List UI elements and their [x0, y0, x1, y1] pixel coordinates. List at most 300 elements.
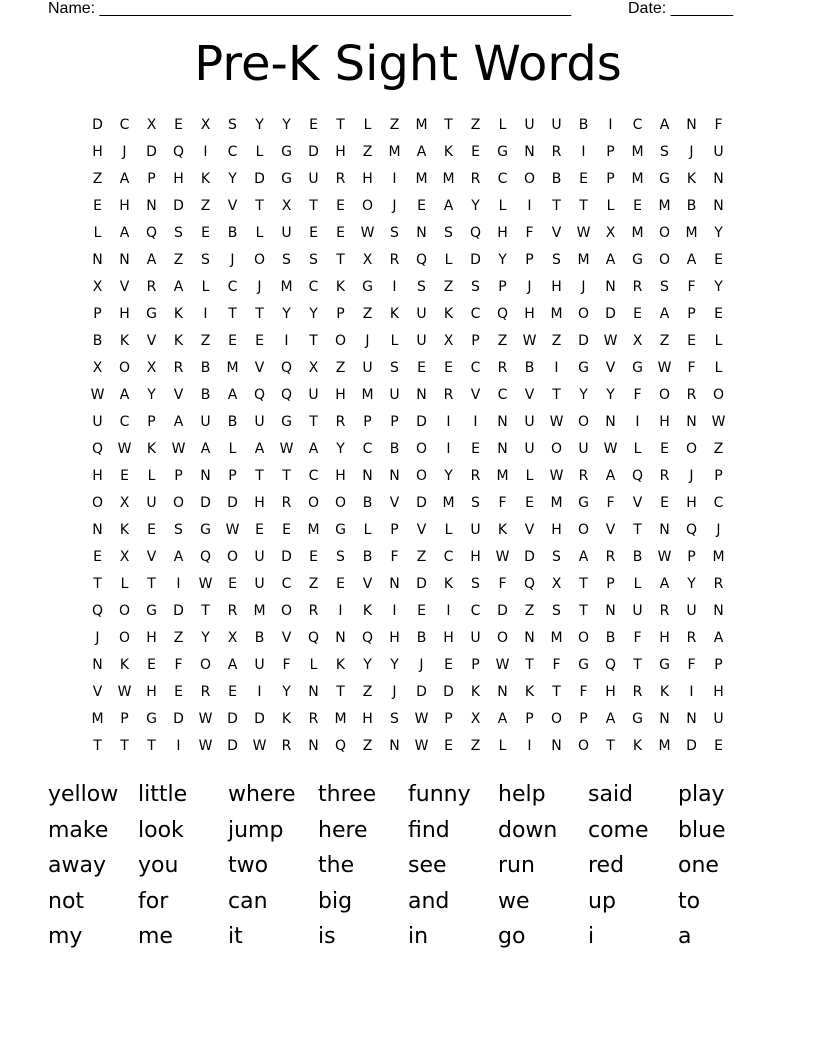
grid-letter[interactable]: G	[335, 522, 346, 538]
grid-letter[interactable]: E	[579, 171, 588, 187]
grid-letter[interactable]: Q	[604, 657, 617, 673]
grid-letter[interactable]: Q	[199, 549, 212, 565]
grid-letter[interactable]: U	[200, 414, 211, 430]
grid-letter[interactable]: Z	[443, 279, 454, 295]
grid-letter[interactable]: K	[281, 711, 292, 727]
grid-letter[interactable]: H	[524, 306, 535, 322]
grid-letter[interactable]: O	[577, 738, 590, 754]
grid-letter[interactable]: E	[93, 198, 102, 214]
grid-letter[interactable]: Q	[307, 630, 320, 646]
grid-letter[interactable]: I	[581, 144, 586, 160]
grid-letter[interactable]: R	[173, 360, 184, 376]
grid-letter[interactable]: O	[496, 630, 509, 646]
grid-letter[interactable]: L	[633, 576, 642, 592]
grid-letter[interactable]: N	[389, 576, 400, 592]
grid-letter[interactable]: N	[524, 630, 535, 646]
grid-letter[interactable]: Y	[606, 387, 615, 403]
grid-letter[interactable]: U	[551, 117, 562, 133]
grid-letter[interactable]: P	[336, 306, 345, 322]
grid-letter[interactable]: W	[252, 738, 267, 754]
grid-letter[interactable]: G	[146, 306, 157, 322]
grid-letter[interactable]: N	[119, 252, 130, 268]
grid-letter[interactable]: E	[255, 333, 264, 349]
grid-letter[interactable]: W	[360, 225, 375, 241]
grid-letter[interactable]: L	[498, 738, 507, 754]
grid-letter[interactable]: H	[119, 306, 130, 322]
grid-letter[interactable]: N	[200, 468, 211, 484]
grid-letter[interactable]: R	[659, 468, 670, 484]
grid-letter[interactable]: K	[335, 657, 346, 673]
grid-letter[interactable]: F	[552, 657, 561, 673]
grid-letter[interactable]: P	[471, 657, 480, 673]
grid-letter[interactable]: L	[444, 522, 453, 538]
grid-letter[interactable]: J	[689, 144, 694, 160]
grid-letter[interactable]: G	[578, 495, 589, 511]
grid-letter[interactable]: F	[390, 549, 399, 565]
grid-letter[interactable]: D	[254, 711, 265, 727]
grid-letter[interactable]: B	[362, 495, 373, 511]
grid-letter[interactable]: O	[658, 252, 671, 268]
grid-letter[interactable]: O	[334, 495, 347, 511]
grid-letter[interactable]: N	[389, 468, 400, 484]
grid-letter[interactable]: S	[201, 252, 210, 268]
grid-letter[interactable]: R	[308, 603, 319, 619]
grid-letter[interactable]: E	[417, 360, 426, 376]
grid-letter[interactable]: W	[90, 387, 105, 403]
grid-letter[interactable]: U	[281, 225, 292, 241]
grid-letter[interactable]: J	[257, 279, 262, 295]
grid-letter[interactable]: N	[659, 522, 670, 538]
grid-letter[interactable]: Y	[444, 468, 453, 484]
grid-letter[interactable]: B	[227, 414, 238, 430]
grid-letter[interactable]: O	[658, 225, 671, 241]
grid-letter[interactable]: V	[362, 576, 373, 592]
grid-letter[interactable]: R	[497, 360, 508, 376]
grid-letter[interactable]: I	[473, 414, 478, 430]
grid-letter[interactable]: E	[471, 441, 480, 457]
grid-letter[interactable]: N	[335, 630, 346, 646]
grid-letter[interactable]: O	[118, 360, 131, 376]
grid-letter[interactable]: A	[443, 198, 454, 214]
grid-letter[interactable]: B	[632, 549, 643, 565]
grid-letter[interactable]: T	[579, 576, 588, 592]
grid-letter[interactable]: I	[392, 603, 397, 619]
grid-letter[interactable]: D	[92, 117, 103, 133]
grid-letter[interactable]: I	[554, 360, 559, 376]
grid-letter[interactable]: N	[605, 279, 616, 295]
grid-letter[interactable]: P	[228, 468, 237, 484]
grid-letter[interactable]: T	[255, 468, 264, 484]
grid-letter[interactable]: R	[308, 711, 319, 727]
grid-letter[interactable]: E	[471, 144, 480, 160]
grid-letter[interactable]: A	[497, 711, 508, 727]
grid-letter[interactable]: Q	[145, 225, 158, 241]
grid-letter[interactable]: G	[497, 144, 508, 160]
grid-letter[interactable]: N	[605, 414, 616, 430]
grid-letter[interactable]: T	[147, 738, 156, 754]
grid-letter[interactable]: R	[632, 279, 643, 295]
grid-letter[interactable]: T	[93, 576, 102, 592]
grid-letter[interactable]: P	[687, 549, 696, 565]
grid-letter[interactable]: G	[281, 414, 292, 430]
grid-letter[interactable]: L	[120, 576, 129, 592]
grid-letter[interactable]: O	[334, 333, 347, 349]
grid-letter[interactable]: J	[95, 630, 100, 646]
grid-letter[interactable]: C	[470, 603, 481, 619]
grid-letter[interactable]: I	[338, 603, 343, 619]
grid-letter[interactable]: M	[658, 738, 671, 754]
grid-letter[interactable]: T	[309, 198, 318, 214]
grid-letter[interactable]: P	[93, 306, 102, 322]
grid-letter[interactable]: I	[284, 333, 289, 349]
grid-letter[interactable]: V	[146, 549, 157, 565]
grid-letter[interactable]: S	[174, 522, 183, 538]
grid-letter[interactable]: D	[146, 144, 157, 160]
grid-letter[interactable]: C	[362, 441, 373, 457]
grid-letter[interactable]: D	[524, 549, 535, 565]
grid-letter[interactable]: N	[497, 684, 508, 700]
grid-letter[interactable]: Q	[91, 441, 104, 457]
grid-letter[interactable]: Y	[579, 387, 588, 403]
grid-letter[interactable]: I	[203, 144, 208, 160]
grid-letter[interactable]: U	[713, 144, 724, 160]
grid-letter[interactable]: E	[525, 495, 534, 511]
grid-letter[interactable]: T	[309, 414, 318, 430]
grid-letter[interactable]: B	[416, 630, 427, 646]
grid-letter[interactable]: U	[524, 117, 535, 133]
grid-letter[interactable]: D	[200, 495, 211, 511]
grid-letter[interactable]: P	[687, 306, 696, 322]
grid-letter[interactable]: Q	[334, 738, 347, 754]
grid-letter[interactable]: R	[335, 414, 346, 430]
grid-letter[interactable]: E	[633, 198, 642, 214]
grid-letter[interactable]: I	[446, 441, 451, 457]
grid-letter[interactable]: N	[497, 414, 508, 430]
grid-letter[interactable]: D	[416, 576, 427, 592]
grid-letter[interactable]: D	[416, 414, 427, 430]
grid-letter[interactable]: Z	[92, 171, 103, 187]
grid-letter[interactable]: R	[578, 468, 589, 484]
grid-letter[interactable]: Z	[335, 360, 346, 376]
grid-letter[interactable]: K	[524, 684, 535, 700]
grid-letter[interactable]: M	[361, 387, 374, 403]
grid-letter[interactable]: H	[659, 630, 670, 646]
grid-letter[interactable]: S	[660, 279, 669, 295]
grid-letter[interactable]: W	[198, 711, 213, 727]
grid-letter[interactable]: E	[444, 657, 453, 673]
grid-letter[interactable]: T	[336, 684, 345, 700]
grid-letter[interactable]: H	[146, 684, 157, 700]
grid-letter[interactable]: I	[635, 414, 640, 430]
grid-letter[interactable]: P	[471, 333, 480, 349]
grid-letter[interactable]: W	[657, 360, 672, 376]
grid-letter[interactable]: M	[685, 225, 698, 241]
grid-letter[interactable]: Y	[687, 576, 696, 592]
grid-letter[interactable]: N	[713, 171, 724, 187]
grid-letter[interactable]: W	[495, 549, 510, 565]
grid-letter[interactable]: X	[119, 549, 130, 565]
grid-letter[interactable]: N	[362, 468, 373, 484]
grid-letter[interactable]: G	[632, 252, 643, 268]
grid-letter[interactable]: E	[444, 360, 453, 376]
grid-letter[interactable]: N	[92, 252, 103, 268]
grid-letter[interactable]: E	[309, 549, 318, 565]
grid-letter[interactable]: O	[415, 441, 428, 457]
grid-letter[interactable]: E	[228, 333, 237, 349]
grid-letter[interactable]: Q	[685, 522, 698, 538]
grid-letter[interactable]: E	[417, 198, 426, 214]
grid-letter[interactable]: P	[714, 468, 723, 484]
grid-letter[interactable]: S	[471, 495, 480, 511]
grid-letter[interactable]: G	[200, 522, 211, 538]
grid-letter[interactable]: C	[308, 279, 319, 295]
grid-letter[interactable]: Y	[228, 171, 237, 187]
grid-letter[interactable]: O	[172, 495, 185, 511]
grid-letter[interactable]: C	[497, 387, 508, 403]
grid-letter[interactable]: R	[335, 171, 346, 187]
grid-letter[interactable]: U	[524, 441, 535, 457]
grid-letter[interactable]: U	[146, 495, 157, 511]
grid-letter[interactable]: W	[549, 414, 564, 430]
grid-letter[interactable]: B	[551, 171, 562, 187]
grid-letter[interactable]: O	[577, 630, 590, 646]
grid-letter[interactable]: E	[309, 117, 318, 133]
grid-letter[interactable]: J	[392, 684, 397, 700]
grid-letter[interactable]: X	[281, 198, 292, 214]
grid-letter[interactable]: A	[119, 171, 130, 187]
grid-letter[interactable]: W	[171, 441, 186, 457]
grid-letter[interactable]: U	[308, 171, 319, 187]
grid-letter[interactable]: V	[173, 387, 184, 403]
grid-letter[interactable]: P	[120, 711, 129, 727]
grid-letter[interactable]: D	[173, 711, 184, 727]
grid-letter[interactable]: G	[659, 171, 670, 187]
grid-letter[interactable]: D	[605, 306, 616, 322]
grid-letter[interactable]: N	[416, 387, 427, 403]
grid-letter[interactable]: O	[361, 198, 374, 214]
grid-letter[interactable]: T	[525, 657, 534, 673]
grid-letter[interactable]: E	[309, 225, 318, 241]
grid-letter[interactable]: E	[201, 225, 210, 241]
grid-letter[interactable]: K	[335, 279, 346, 295]
grid-letter[interactable]: L	[147, 468, 156, 484]
grid-letter[interactable]: X	[92, 360, 103, 376]
grid-letter[interactable]: I	[257, 684, 262, 700]
grid-letter[interactable]: A	[659, 576, 670, 592]
grid-letter[interactable]: E	[93, 549, 102, 565]
grid-letter[interactable]: X	[308, 360, 319, 376]
grid-letter[interactable]: M	[577, 252, 590, 268]
grid-letter[interactable]: T	[633, 522, 642, 538]
grid-letter[interactable]: P	[606, 576, 615, 592]
grid-letter[interactable]: N	[92, 657, 103, 673]
grid-letter[interactable]: Q	[172, 144, 185, 160]
grid-letter[interactable]: S	[552, 252, 561, 268]
grid-letter[interactable]: M	[280, 279, 293, 295]
grid-letter[interactable]: W	[414, 711, 429, 727]
grid-letter[interactable]: C	[227, 279, 238, 295]
grid-letter[interactable]: S	[417, 279, 426, 295]
grid-letter[interactable]: R	[146, 279, 157, 295]
grid-letter[interactable]: T	[228, 306, 237, 322]
grid-letter[interactable]: I	[392, 171, 397, 187]
grid-letter[interactable]: H	[335, 468, 346, 484]
grid-letter[interactable]: I	[446, 414, 451, 430]
grid-letter[interactable]: U	[470, 522, 481, 538]
grid-letter[interactable]: A	[308, 441, 319, 457]
grid-letter[interactable]: H	[335, 144, 346, 160]
grid-letter[interactable]: L	[498, 198, 507, 214]
grid-letter[interactable]: U	[416, 333, 427, 349]
grid-letter[interactable]: C	[227, 144, 238, 160]
grid-letter[interactable]: H	[551, 522, 562, 538]
grid-letter[interactable]: R	[200, 684, 211, 700]
grid-letter[interactable]: R	[470, 468, 481, 484]
grid-letter[interactable]: W	[549, 468, 564, 484]
grid-letter[interactable]: S	[444, 225, 453, 241]
grid-letter[interactable]: H	[92, 144, 103, 160]
grid-letter[interactable]: P	[363, 414, 372, 430]
grid-letter[interactable]: Z	[362, 144, 373, 160]
grid-letter[interactable]: S	[228, 117, 237, 133]
grid-letter[interactable]: L	[714, 360, 723, 376]
grid-letter[interactable]: D	[173, 198, 184, 214]
grid-letter[interactable]: E	[336, 198, 345, 214]
grid-letter[interactable]: M	[550, 306, 563, 322]
grid-letter[interactable]: W	[225, 522, 240, 538]
grid-letter[interactable]: R	[686, 630, 697, 646]
grid-letter[interactable]: A	[173, 279, 184, 295]
grid-letter[interactable]: B	[524, 360, 535, 376]
grid-letter[interactable]: K	[173, 306, 184, 322]
grid-letter[interactable]: X	[605, 225, 616, 241]
grid-letter[interactable]: K	[200, 171, 211, 187]
grid-letter[interactable]: E	[282, 522, 291, 538]
grid-letter[interactable]: V	[92, 684, 103, 700]
grid-letter[interactable]: N	[605, 603, 616, 619]
grid-letter[interactable]: M	[334, 711, 347, 727]
grid-letter[interactable]: U	[686, 603, 697, 619]
grid-letter[interactable]: S	[336, 549, 345, 565]
grid-letter[interactable]: O	[415, 468, 428, 484]
grid-letter[interactable]: L	[228, 441, 237, 457]
grid-letter[interactable]: G	[281, 144, 292, 160]
grid-letter[interactable]: A	[173, 414, 184, 430]
grid-letter[interactable]: J	[230, 252, 235, 268]
grid-letter[interactable]: J	[122, 144, 127, 160]
grid-letter[interactable]: W	[657, 549, 672, 565]
grid-letter[interactable]: Q	[91, 603, 104, 619]
grid-letter[interactable]: T	[255, 198, 264, 214]
grid-letter[interactable]: V	[551, 225, 562, 241]
grid-letter[interactable]: R	[389, 252, 400, 268]
grid-letter[interactable]: J	[392, 198, 397, 214]
grid-letter[interactable]: B	[362, 549, 373, 565]
grid-letter[interactable]: H	[497, 225, 508, 241]
grid-letter[interactable]: C	[119, 414, 130, 430]
grid-letter[interactable]: Z	[659, 333, 670, 349]
grid-letter[interactable]: U	[254, 657, 265, 673]
grid-letter[interactable]: Y	[282, 306, 291, 322]
grid-letter[interactable]: F	[687, 657, 696, 673]
grid-letter[interactable]: D	[686, 738, 697, 754]
grid-letter[interactable]: D	[227, 738, 238, 754]
grid-letter[interactable]: T	[282, 468, 291, 484]
grid-letter[interactable]: M	[631, 225, 644, 241]
grid-letter[interactable]: Y	[309, 306, 318, 322]
grid-letter[interactable]: A	[659, 117, 670, 133]
grid-letter[interactable]: Z	[308, 576, 319, 592]
grid-letter[interactable]: L	[606, 198, 615, 214]
grid-letter[interactable]: P	[579, 711, 588, 727]
grid-letter[interactable]: Y	[201, 630, 210, 646]
grid-letter[interactable]: A	[227, 387, 238, 403]
grid-letter[interactable]: J	[689, 468, 694, 484]
grid-letter[interactable]: X	[470, 711, 481, 727]
grid-letter[interactable]: O	[658, 387, 671, 403]
grid-letter[interactable]: S	[552, 603, 561, 619]
grid-letter[interactable]: M	[631, 144, 644, 160]
grid-letter[interactable]: Z	[173, 630, 184, 646]
grid-letter[interactable]: I	[446, 603, 451, 619]
grid-letter[interactable]: X	[551, 576, 562, 592]
grid-letter[interactable]: E	[687, 333, 696, 349]
grid-letter[interactable]: Q	[496, 306, 509, 322]
grid-letter[interactable]: F	[714, 117, 723, 133]
grid-letter[interactable]: G	[578, 657, 589, 673]
grid-letter[interactable]: H	[551, 279, 562, 295]
grid-letter[interactable]: F	[282, 657, 291, 673]
grid-letter[interactable]: M	[91, 711, 104, 727]
grid-letter[interactable]: J	[716, 522, 721, 538]
grid-letter[interactable]: O	[523, 171, 536, 187]
grid-letter[interactable]: B	[605, 630, 616, 646]
grid-letter[interactable]: W	[495, 657, 510, 673]
grid-letter[interactable]: Q	[469, 225, 482, 241]
grid-letter[interactable]: O	[118, 603, 131, 619]
grid-letter[interactable]: V	[254, 360, 265, 376]
grid-letter[interactable]: L	[390, 333, 399, 349]
grid-letter[interactable]: A	[254, 441, 265, 457]
grid-letter[interactable]: G	[632, 711, 643, 727]
grid-letter[interactable]: D	[443, 684, 454, 700]
grid-letter[interactable]: Z	[551, 333, 562, 349]
grid-letter[interactable]: Y	[498, 252, 507, 268]
grid-letter[interactable]: K	[119, 522, 130, 538]
grid-letter[interactable]: Q	[280, 387, 293, 403]
grid-letter[interactable]: O	[550, 441, 563, 457]
grid-letter[interactable]: L	[255, 225, 264, 241]
grid-letter[interactable]: T	[147, 576, 156, 592]
grid-letter[interactable]: V	[416, 522, 427, 538]
grid-letter[interactable]: H	[362, 711, 373, 727]
grid-letter[interactable]: E	[147, 657, 156, 673]
grid-letter[interactable]: H	[659, 414, 670, 430]
grid-letter[interactable]: N	[497, 441, 508, 457]
grid-letter[interactable]: H	[362, 171, 373, 187]
grid-letter[interactable]: J	[581, 279, 586, 295]
grid-letter[interactable]: F	[174, 657, 183, 673]
grid-letter[interactable]: E	[714, 252, 723, 268]
grid-letter[interactable]: E	[417, 603, 426, 619]
grid-letter[interactable]: J	[365, 333, 370, 349]
grid-letter[interactable]: U	[254, 414, 265, 430]
grid-letter[interactable]: V	[470, 387, 481, 403]
grid-letter[interactable]: C	[713, 495, 724, 511]
grid-letter[interactable]: Z	[200, 333, 211, 349]
grid-letter[interactable]: C	[308, 468, 319, 484]
grid-letter[interactable]: S	[390, 360, 399, 376]
